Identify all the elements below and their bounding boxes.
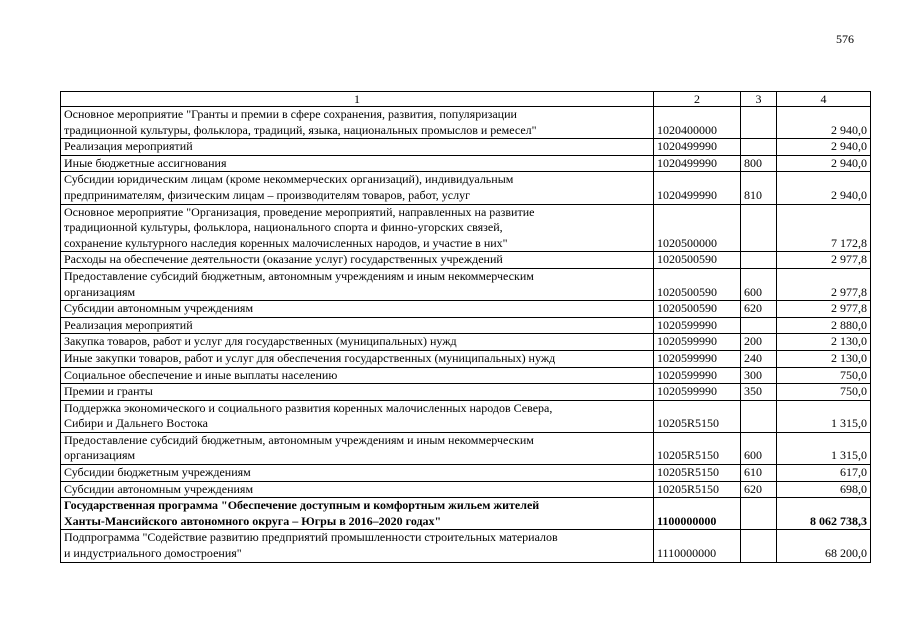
- header-col-4: 4: [777, 92, 871, 107]
- row-type-cell: 300: [741, 367, 777, 384]
- row-code-cell: 1020500590: [654, 252, 741, 269]
- table-row: [61, 334, 871, 351]
- row-amount-cell: 2 130,0: [777, 350, 871, 367]
- table-row: [61, 367, 871, 384]
- row-amount-cell: 7 172,8: [777, 204, 871, 252]
- row-type-cell: [741, 498, 777, 530]
- row-name-cell: Предоставление субсидий бюджетным, автономным учреждениям и иным некоммерческим организациям: [61, 432, 654, 464]
- row-type-cell: 620: [741, 301, 777, 318]
- row-type-cell: 610: [741, 465, 777, 482]
- row-name-cell: Основное мероприятие "Организация, проведение мероприятий, направленных на развитие традиционной культуры, фольклора, национального спорта и финно-угорских связей, сохранение культурного наследия коренных малочисленных народов, и участие в них": [61, 204, 654, 252]
- row-amount-cell: 2 977,8: [777, 252, 871, 269]
- row-amount-cell: 2 130,0: [777, 334, 871, 351]
- row-code-cell: 1020599990: [654, 350, 741, 367]
- header-col-3: 3: [741, 92, 777, 107]
- row-name-cell: Государственная программа "Обеспечение доступным и комфортным жильем жителей Ханты-Мансийского автономного округа – Югры в 2016–2020 годах": [61, 498, 654, 530]
- row-code-cell: 10205R5150: [654, 465, 741, 482]
- row-type-cell: [741, 107, 777, 139]
- row-amount-cell: 2 940,0: [777, 107, 871, 139]
- table-row: [61, 107, 871, 139]
- row-name-cell: Расходы на обеспечение деятельности (оказание услуг) государственных учреждений: [61, 252, 654, 269]
- table-row: [61, 481, 871, 498]
- row-type-cell: 810: [741, 172, 777, 204]
- row-name-cell: Премии и гранты: [61, 384, 654, 401]
- row-type-cell: 350: [741, 384, 777, 401]
- table-row: [61, 139, 871, 156]
- row-amount-cell: 1 315,0: [777, 432, 871, 464]
- row-type-cell: 600: [741, 432, 777, 464]
- row-code-cell: 1110000000: [654, 530, 741, 562]
- table-row: [61, 384, 871, 401]
- header-col-2: 2: [654, 92, 741, 107]
- row-name-cell: Иные бюджетные ассигнования: [61, 155, 654, 172]
- row-name-cell: Субсидии автономным учреждениям: [61, 301, 654, 318]
- row-amount-cell: 8 062 738,3: [777, 498, 871, 530]
- row-name-cell: Основное мероприятие "Гранты и премии в сфере сохранения, развития, популяризации традиционной культуры, фольклора, традиций, языка, национальных промыслов и ремесел": [61, 107, 654, 139]
- row-name-cell: Иные закупки товаров, работ и услуг для обеспечения государственных (муниципальных) нужд: [61, 350, 654, 367]
- row-type-cell: [741, 252, 777, 269]
- row-amount-cell: 750,0: [777, 367, 871, 384]
- row-code-cell: 10205R5150: [654, 481, 741, 498]
- row-code-cell: 1020500590: [654, 301, 741, 318]
- table-row: [61, 268, 871, 300]
- row-code-cell: 10205R5150: [654, 432, 741, 464]
- table-row: [61, 498, 871, 530]
- row-code-cell: 1100000000: [654, 498, 741, 530]
- row-type-cell: 600: [741, 268, 777, 300]
- header-col-1: 1: [61, 92, 654, 107]
- row-type-cell: [741, 204, 777, 252]
- row-type-cell: 800: [741, 155, 777, 172]
- table-row: [61, 155, 871, 172]
- row-name-cell: Реализация мероприятий: [61, 317, 654, 334]
- table-row: [61, 400, 871, 432]
- row-type-cell: [741, 139, 777, 156]
- row-type-cell: 240: [741, 350, 777, 367]
- row-type-cell: [741, 317, 777, 334]
- row-code-cell: 1020599990: [654, 317, 741, 334]
- table-row: [61, 465, 871, 482]
- row-name-cell: Субсидии автономным учреждениям: [61, 481, 654, 498]
- row-code-cell: 1020599990: [654, 367, 741, 384]
- table-row: [61, 252, 871, 269]
- row-name-cell: Субсидии бюджетным учреждениям: [61, 465, 654, 482]
- row-amount-cell: 2 977,8: [777, 268, 871, 300]
- budget-table: [60, 91, 871, 563]
- table-row: [61, 204, 871, 252]
- row-name-cell: Подпрограмма "Содействие развитию предприятий промышленности строительных материалов и индустриального домостроения": [61, 530, 654, 562]
- row-name-cell: Социальное обеспечение и иные выплаты населению: [61, 367, 654, 384]
- row-name-cell: Реализация мероприятий: [61, 139, 654, 156]
- table-row: [61, 350, 871, 367]
- row-name-cell: Закупка товаров, работ и услуг для государственных (муниципальных) нужд: [61, 334, 654, 351]
- row-name-cell: Предоставление субсидий бюджетным, автономным учреждениям и иным некоммерческим организациям: [61, 268, 654, 300]
- row-amount-cell: 2 940,0: [777, 172, 871, 204]
- row-code-cell: 1020599990: [654, 334, 741, 351]
- table-row: [61, 432, 871, 464]
- row-code-cell: 1020499990: [654, 172, 741, 204]
- row-type-cell: [741, 400, 777, 432]
- table-row: [61, 530, 871, 562]
- row-amount-cell: 617,0: [777, 465, 871, 482]
- row-code-cell: 1020499990: [654, 139, 741, 156]
- row-code-cell: 1020500590: [654, 268, 741, 300]
- row-amount-cell: 750,0: [777, 384, 871, 401]
- row-amount-cell: 68 200,0: [777, 530, 871, 562]
- row-amount-cell: 1 315,0: [777, 400, 871, 432]
- row-code-cell: 1020500000: [654, 204, 741, 252]
- table-header-row: [61, 92, 871, 107]
- table-row: [61, 172, 871, 204]
- row-code-cell: 1020599990: [654, 384, 741, 401]
- row-amount-cell: 2 940,0: [777, 139, 871, 156]
- row-type-cell: [741, 530, 777, 562]
- row-type-cell: 200: [741, 334, 777, 351]
- row-amount-cell: 2 977,8: [777, 301, 871, 318]
- row-amount-cell: 2 880,0: [777, 317, 871, 334]
- row-name-cell: Поддержка экономического и социального развития коренных малочисленных народов Севера, Сибири и Дальнего Востока: [61, 400, 654, 432]
- row-code-cell: 1020400000: [654, 107, 741, 139]
- row-name-cell: Субсидии юридическим лицам (кроме некоммерческих организаций), индивидуальным предпринимателям, физическим лицам – производителям товаров, работ, услуг: [61, 172, 654, 204]
- row-amount-cell: 2 940,0: [777, 155, 871, 172]
- row-type-cell: 620: [741, 481, 777, 498]
- table-row: [61, 301, 871, 318]
- row-code-cell: 10205R5150: [654, 400, 741, 432]
- table-row: [61, 317, 871, 334]
- row-code-cell: 1020499990: [654, 155, 741, 172]
- row-amount-cell: 698,0: [777, 481, 871, 498]
- page-number: 576: [836, 32, 854, 46]
